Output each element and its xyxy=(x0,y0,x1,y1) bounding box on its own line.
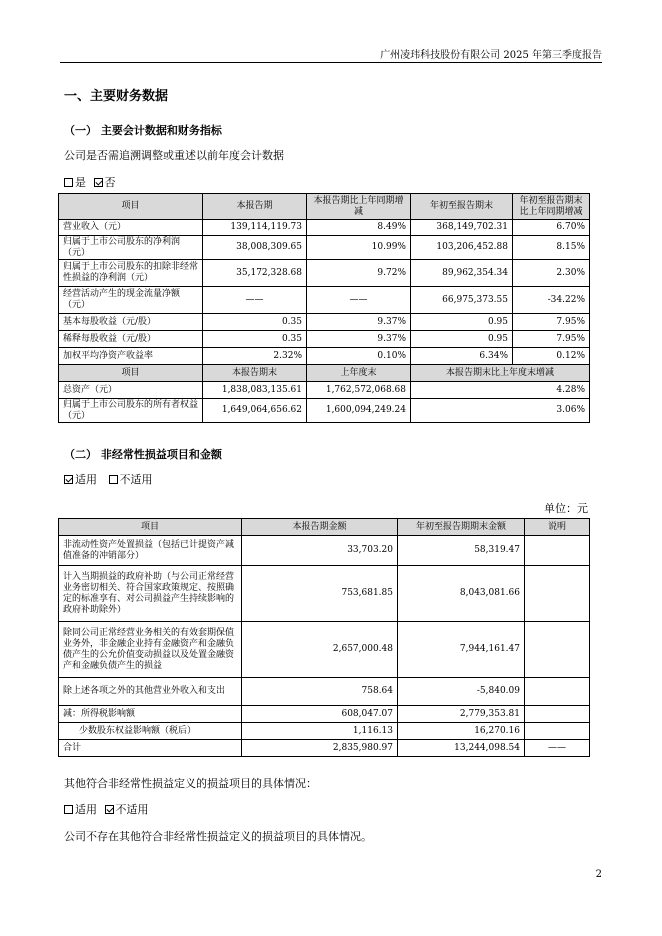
cell-value: 1,649,064,656.62 xyxy=(203,399,307,423)
cell-value: -34.22% xyxy=(513,287,590,314)
table-row xyxy=(59,260,590,287)
cell-value: 1,838,083,135.61 xyxy=(203,382,307,399)
cell-value: 38,008,309.65 xyxy=(203,236,307,260)
row-label: 计入当期损益的政府补助（与公司正常经营业务密切相关、符合国家政策规定、按照确定的标准享有、对公司损益产生持续影响的政府补助除外） xyxy=(59,566,242,622)
cell-value: 0.35 xyxy=(203,331,307,348)
checked-checkbox-icon xyxy=(105,805,114,814)
cell-value: —— xyxy=(307,287,411,314)
table-row xyxy=(59,287,590,314)
cell-value: 103,206,452.88 xyxy=(411,236,513,260)
cell-note: —— xyxy=(525,740,590,757)
table-row xyxy=(59,236,590,260)
row-label: 合计 xyxy=(59,740,242,757)
row-label: 基本每股收益（元/股） xyxy=(59,314,203,331)
col-header: 本报告期末 xyxy=(203,365,307,382)
cell-value: 0.35 xyxy=(203,314,307,331)
row-label: 经营活动产生的现金流量净额（元） xyxy=(59,287,203,314)
row-label: 归属于上市公司股东的所有者权益（元） xyxy=(59,399,203,423)
col-header: 年初至报告期末 xyxy=(411,194,513,220)
col-header: 项目 xyxy=(59,519,242,536)
cell-value: 1,762,572,068.68 xyxy=(307,382,411,399)
cell-value: 0.10% xyxy=(307,348,411,365)
non-recurring-items-table xyxy=(58,518,590,757)
cell-value: 139,114,119.73 xyxy=(203,220,307,236)
col-header: 项目 xyxy=(59,194,203,220)
page-number: 2 xyxy=(595,869,602,880)
cell-value: 2,779,353.81 xyxy=(398,706,525,723)
cell-value: —— xyxy=(203,287,307,314)
table-row xyxy=(59,566,590,622)
table-row xyxy=(59,399,590,423)
option-applicable[interactable]: 适用 xyxy=(64,803,97,816)
col-header: 上年度末 xyxy=(307,365,411,382)
other-items-question: 其他符合非经常性损益定义的损益项目的具体情况： xyxy=(64,777,317,790)
table-row xyxy=(59,314,590,331)
row-label: 少数股东权益影响额（税后） xyxy=(59,723,242,740)
row-label: 除同公司正常经营业务相关的有效套期保值业务外，非金融企业持有金融资产和金融负债产生的公允价值变动损益以及处置金融资产和金融负债产生的损益 xyxy=(59,622,242,678)
row-label: 除上述各项之外的其他营业外收入和支出 xyxy=(59,678,242,706)
cell-value: 58,319.47 xyxy=(398,536,525,566)
restatement-options xyxy=(64,174,116,190)
cell-value: 6.70% xyxy=(513,220,590,236)
table-row xyxy=(59,740,590,757)
other-items-options xyxy=(64,801,149,817)
cell-note xyxy=(525,706,590,723)
table-row xyxy=(59,622,590,678)
cell-value: 3.06% xyxy=(411,399,590,423)
cell-note xyxy=(525,622,590,678)
checked-checkbox-icon xyxy=(64,475,73,484)
row-label: 加权平均净资产收益率 xyxy=(59,348,203,365)
checkbox-icon xyxy=(64,178,73,187)
row-label: 归属于上市公司股东的扣除非经常性损益的净利润（元） xyxy=(59,260,203,287)
table-row xyxy=(59,723,590,740)
col-header: 项目 xyxy=(59,365,203,382)
cell-value: 8,043,081.66 xyxy=(398,566,525,622)
applicability-options xyxy=(64,471,153,487)
cell-note xyxy=(525,723,590,740)
table-row xyxy=(59,331,590,348)
row-label: 非流动性资产处置损益（包括已计提资产减值准备的冲销部分） xyxy=(59,536,242,566)
cell-value: 7.95% xyxy=(513,331,590,348)
table-header-row xyxy=(59,519,590,536)
row-label: 归属于上市公司股东的净利润（元） xyxy=(59,236,203,260)
table-row xyxy=(59,536,590,566)
cell-value: 13,244,098.54 xyxy=(398,740,525,757)
cell-value: 35,172,328.68 xyxy=(203,260,307,287)
cell-value: 758.64 xyxy=(242,678,398,706)
option-applicable[interactable]: 适用 xyxy=(64,473,97,486)
section-title: 一、主要财务数据 xyxy=(64,89,169,104)
cell-note xyxy=(525,678,590,706)
cell-value: 608,047.07 xyxy=(242,706,398,723)
checkbox-icon xyxy=(64,805,73,814)
col-header: 年初至报告期期末金额 xyxy=(398,519,525,536)
cell-value: 368,149,702.31 xyxy=(411,220,513,236)
cell-value: 16,270.16 xyxy=(398,723,525,740)
cell-value: 6.34% xyxy=(411,348,513,365)
cell-value: 0.12% xyxy=(513,348,590,365)
row-label: 营业收入（元） xyxy=(59,220,203,236)
cell-value: 66,975,373.55 xyxy=(411,287,513,314)
option-yes[interactable]: 是 xyxy=(64,176,86,189)
row-label: 减：所得税影响额 xyxy=(59,706,242,723)
cell-value: 8.15% xyxy=(513,236,590,260)
cell-value: -5,840.09 xyxy=(398,678,525,706)
cell-value: 2.30% xyxy=(513,260,590,287)
col-header: 本报告期 xyxy=(203,194,307,220)
closing-statement: 公司不存在其他符合非经常性损益定义的损益项目的具体情况。 xyxy=(64,830,372,843)
cell-value: 753,681.85 xyxy=(242,566,398,622)
option-no[interactable]: 否 xyxy=(94,176,116,189)
checkbox-icon xyxy=(109,475,118,484)
table-row xyxy=(59,348,590,365)
table-row xyxy=(59,706,590,723)
cell-value: 8.49% xyxy=(307,220,411,236)
cell-value: 1,600,094,249.24 xyxy=(307,399,411,423)
row-label: 总资产（元） xyxy=(59,382,203,399)
cell-value: 10.99% xyxy=(307,236,411,260)
cell-value: 9.37% xyxy=(307,314,411,331)
col-header: 说明 xyxy=(525,519,590,536)
col-header: 年初至报告期末比上年同期增减 xyxy=(513,194,590,220)
cell-value: 2,835,980.97 xyxy=(242,740,398,757)
table-row xyxy=(59,382,590,399)
cell-value: 9.72% xyxy=(307,260,411,287)
table-header-row xyxy=(59,365,590,382)
cell-value: 2.32% xyxy=(203,348,307,365)
option-not-applicable[interactable]: 不适用 xyxy=(109,473,153,486)
header-rule xyxy=(60,62,602,63)
cell-value: 7.95% xyxy=(513,314,590,331)
subsection-title-1: （一） 主要会计数据和财务指标 xyxy=(64,124,222,137)
cell-value: 89,962,354.34 xyxy=(411,260,513,287)
cell-value: 0.95 xyxy=(411,331,513,348)
restatement-question: 公司是否需追溯调整或重述以前年度会计数据 xyxy=(64,149,284,162)
col-header: 本报告期比上年同期增减 xyxy=(307,194,411,220)
cell-value: 1,116.13 xyxy=(242,723,398,740)
cell-value: 7,944,161.47 xyxy=(398,622,525,678)
cell-value: 2,657,000.48 xyxy=(242,622,398,678)
col-header: 本报告期末比上年度末增减 xyxy=(411,365,590,382)
unit-label: 单位：元 xyxy=(544,502,588,515)
cell-value: 0.95 xyxy=(411,314,513,331)
cell-note xyxy=(525,536,590,566)
cell-value: 9.37% xyxy=(307,331,411,348)
cell-value: 4.28% xyxy=(411,382,590,399)
table-row xyxy=(59,220,590,236)
row-label: 稀释每股收益（元/股） xyxy=(59,331,203,348)
table-row xyxy=(59,678,590,706)
option-not-applicable[interactable]: 不适用 xyxy=(105,803,149,816)
col-header: 本报告期金额 xyxy=(242,519,398,536)
table-header-row xyxy=(59,194,590,220)
cell-value: 33,703.20 xyxy=(242,536,398,566)
checked-checkbox-icon xyxy=(94,178,103,187)
cell-note xyxy=(525,566,590,622)
report-header: 广州凌玮科技股份有限公司 2025 年第三季度报告 xyxy=(380,50,602,61)
financial-data-table xyxy=(58,193,590,423)
subsection-title-2: （二） 非经常性损益项目和金额 xyxy=(64,448,222,461)
